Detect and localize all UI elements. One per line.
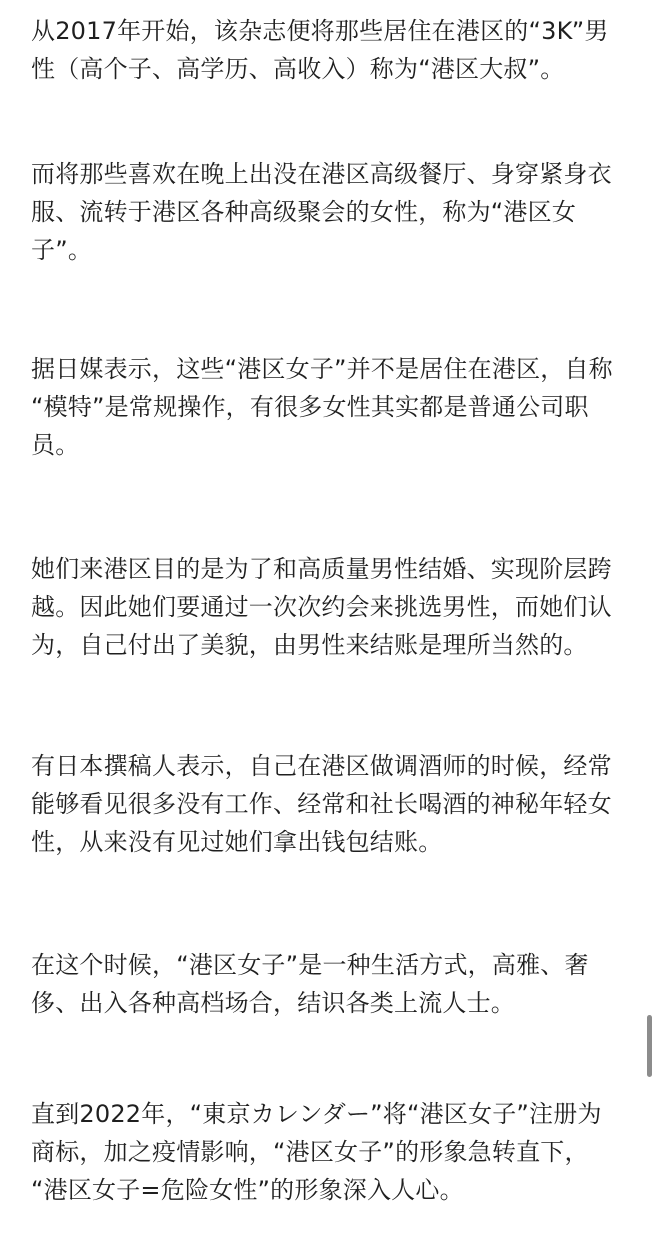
paragraph-line: 据日媒表示，这些“港区女子”并不是居住在港区，自称 bbox=[31, 355, 613, 383]
paragraph-5 bbox=[31, 747, 612, 861]
paragraph-line: 为，自己付出了美貌，由男性来结账是理所当然的。 bbox=[31, 631, 588, 659]
paragraph-line: 员。 bbox=[31, 431, 80, 459]
paragraph-line: 性，从来没有见过她们拿出钱包结账。 bbox=[31, 828, 443, 856]
paragraph-line: 服、流转于港区各种高级聚会的女性，称为“港区女 bbox=[31, 198, 577, 226]
paragraph-line: 越。因此她们要通过一次次约会来挑选男性，而她们认 bbox=[31, 593, 612, 621]
paragraph-line: “港区女子=危险女性”的形象深入人心。 bbox=[31, 1176, 464, 1204]
paragraph-line: 从2017年开始，该杂志便将那些居住在港区的“3K”男 bbox=[31, 17, 609, 45]
paragraph-6 bbox=[31, 946, 589, 1022]
paragraph-2 bbox=[31, 155, 612, 269]
paragraph-line: 有日本撰稿人表示，自己在港区做调酒师的时候，经常 bbox=[31, 752, 612, 780]
paragraph-line: 直到2022年，“東京カレンダー”将“港区女子”注册为 bbox=[31, 1100, 602, 1128]
paragraph-line: “模特”是常规操作，有很多女性其实都是普通公司职 bbox=[31, 393, 589, 421]
paragraph-line: 性（高个子、高学历、高收入）称为“港区大叔”。 bbox=[31, 55, 565, 83]
paragraph-line: 在这个时候，“港区女子”是一种生活方式，高雅、奢 bbox=[31, 951, 589, 979]
paragraph-line: 能够看见很多没有工作、经常和社长喝酒的神秘年轻女 bbox=[31, 790, 612, 818]
vertical-scrollbar-thumb[interactable] bbox=[647, 1015, 652, 1077]
paragraph-line: 商标，加之疫情影响，“港区女子”的形象急转直下， bbox=[31, 1138, 589, 1166]
paragraph-line: 她们来港区目的是为了和高质量男性结婚、实现阶层跨 bbox=[31, 555, 612, 583]
paragraph-line: 侈、出入各种高档场合，结识各类上流人士。 bbox=[31, 989, 515, 1017]
paragraph-line: 子”。 bbox=[31, 236, 93, 264]
paragraph-7 bbox=[31, 1095, 602, 1209]
paragraph-1 bbox=[31, 12, 609, 88]
paragraph-4 bbox=[31, 550, 612, 664]
paragraph-3 bbox=[31, 350, 613, 464]
paragraph-line: 而将那些喜欢在晚上出没在港区高级餐厅、身穿紧身衣 bbox=[31, 160, 612, 188]
